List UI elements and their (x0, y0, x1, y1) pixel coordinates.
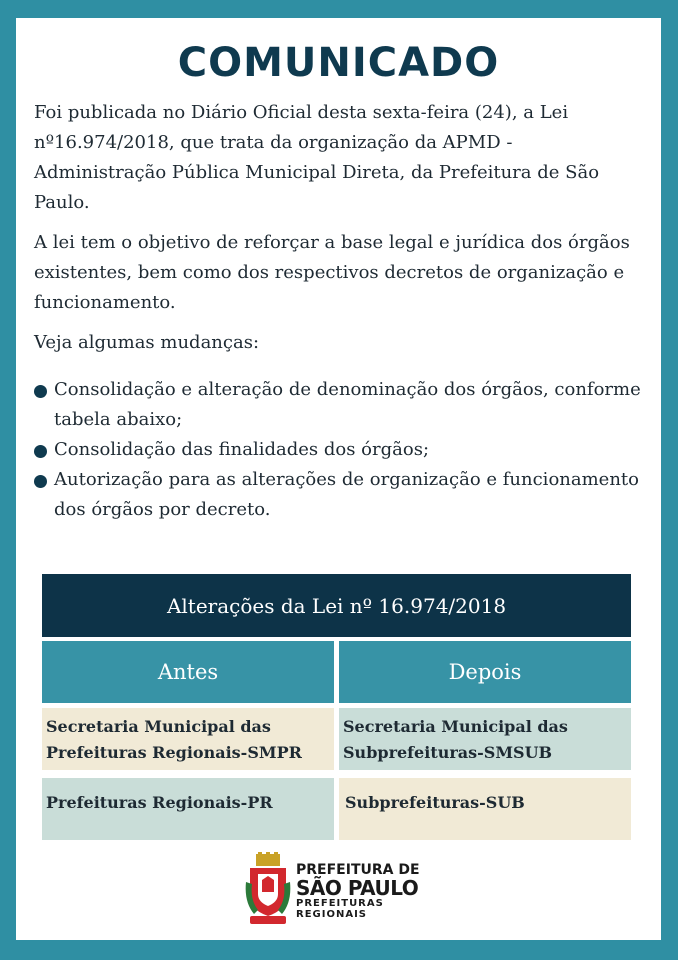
table-cell-after: Subprefeituras-SUB (339, 778, 631, 840)
table-header-before: Antes (42, 641, 334, 703)
logo-line-2: SÃO PAULO (296, 876, 419, 900)
table-title: Alterações da Lei nº 16.974/2018 (42, 574, 631, 637)
logo-line-3: PREFEITURAS (296, 898, 384, 909)
logo-line-1: PREFEITURA DE (296, 862, 420, 878)
table-cell-after: Secretaria Municipal das Subprefeituras-SMSUB (339, 708, 631, 770)
changes-list (34, 375, 646, 525)
bullet-dot-icon (34, 475, 47, 488)
prefeitura-logo (244, 852, 444, 932)
list-item-text: Consolidação e alteração de denominação dos órgãos, conforme tabela abaixo; (54, 379, 641, 430)
paragraph-publication: Foi publicada no Diário Oficial desta sexta-feira (24), a Lei nº16.974/2018, que trata da organização da APMD - Administração Pública Municipal Direta, da Prefeitura de São Paulo. (34, 102, 600, 213)
list-item (34, 375, 646, 435)
table-cell-before: Prefeituras Regionais-PR (42, 778, 334, 840)
list-item (34, 435, 646, 465)
list-item (34, 465, 646, 525)
notice-card (16, 18, 661, 940)
list-item-text: Autorização para as alterações de organização e funcionamento dos órgãos por decreto. (54, 469, 639, 520)
logo-text (296, 862, 420, 920)
sao-paulo-crest-icon (244, 852, 292, 930)
page-title: COMUNICADO (177, 40, 500, 86)
table-header-after: Depois (339, 641, 631, 703)
bullet-dot-icon (34, 385, 47, 398)
logo-line-4: REGIONAIS (296, 909, 367, 920)
paragraph-changes-intro: Veja algumas mudanças: (34, 332, 260, 353)
list-item-text: Consolidação das finalidades dos órgãos; (54, 439, 430, 460)
paragraph-objective: A lei tem o objetivo de reforçar a base legal e jurídica dos órgãos existentes, bem como dos respectivos decretos de organização e funcionamento. (34, 232, 630, 313)
bullet-dot-icon (34, 445, 47, 458)
table-cell-before: Secretaria Municipal das Prefeituras Regionais-SMPR (42, 708, 334, 770)
